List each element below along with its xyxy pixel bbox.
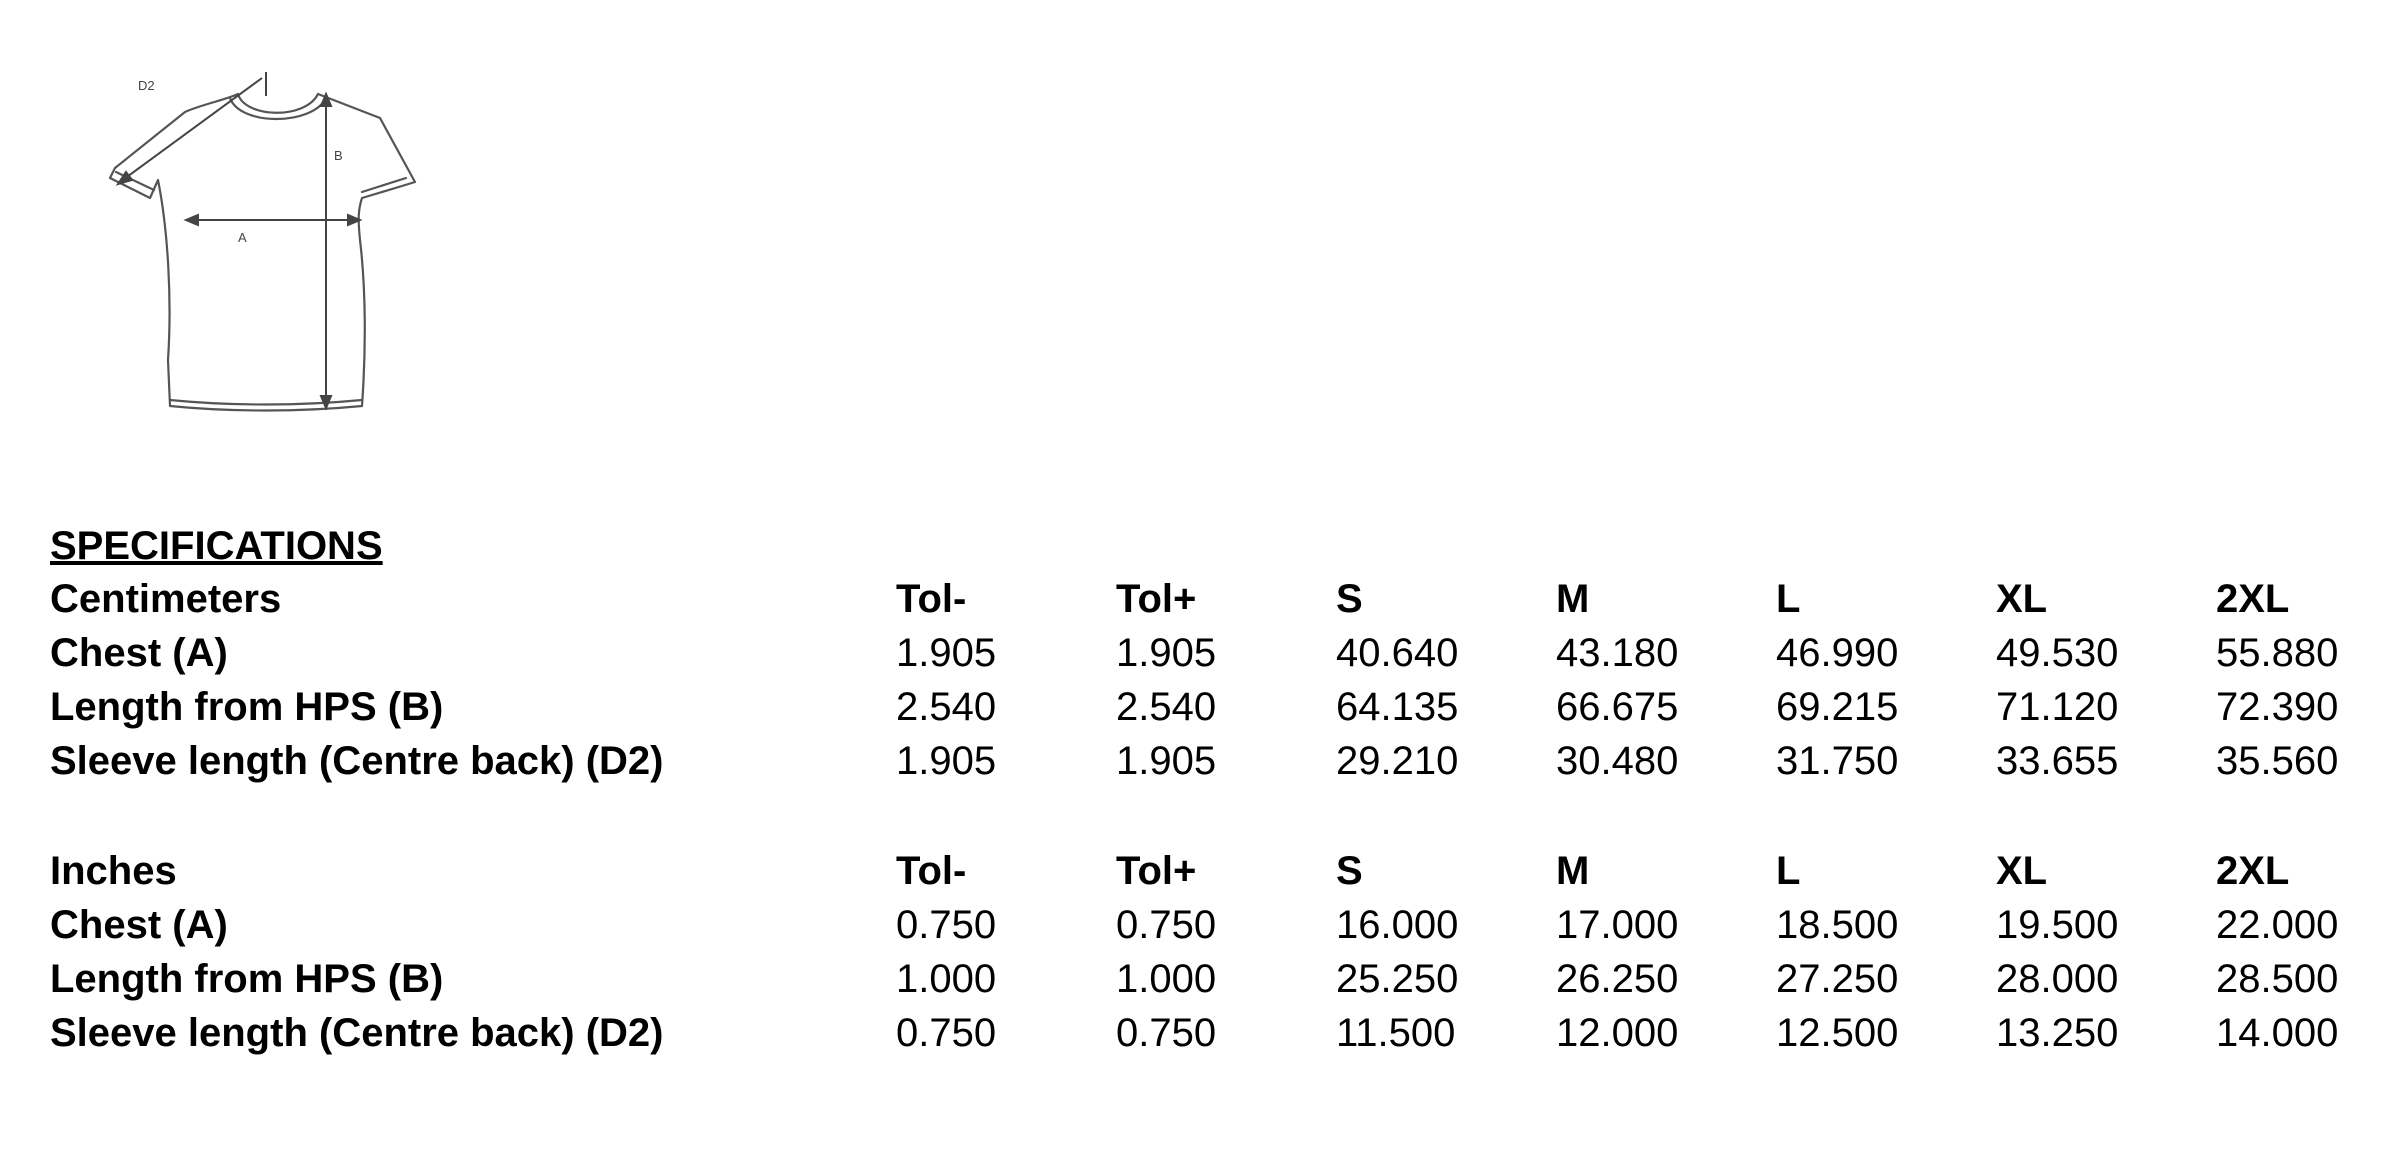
- cell: 1.000: [896, 957, 997, 1001]
- specifications-title: SPECIFICATIONS: [50, 524, 383, 568]
- row-label: Chest (A): [50, 631, 228, 675]
- section-heading: Inches: [50, 849, 177, 893]
- label-d2: D2: [138, 78, 155, 93]
- cell: 43.180: [1556, 631, 1679, 675]
- cell: 29.210: [1336, 739, 1459, 783]
- cell: 0.750: [896, 1011, 997, 1055]
- row-label: Length from HPS (B): [50, 957, 444, 1001]
- cell: 35.560: [2216, 739, 2339, 783]
- cell: 49.530: [1996, 631, 2119, 675]
- cell: 14.000: [2216, 1011, 2339, 1055]
- cell: 12.000: [1556, 1011, 1679, 1055]
- cell: 71.120: [1996, 685, 2119, 729]
- cell: 0.750: [1116, 1011, 1217, 1055]
- cell: 1.905: [1116, 631, 1217, 675]
- cell: 0.750: [896, 903, 997, 947]
- cell: 46.990: [1776, 631, 1899, 675]
- cell: 27.250: [1776, 957, 1899, 1001]
- cell: 28.500: [2216, 957, 2339, 1001]
- row-label: Sleeve length (Centre back) (D2): [50, 1011, 664, 1055]
- column-header: M: [1556, 849, 1590, 893]
- section-header-centimeters: [50, 572, 2380, 626]
- table-row: [50, 898, 2380, 952]
- cell: 22.000: [2216, 903, 2339, 947]
- row-label: Sleeve length (Centre back) (D2): [50, 739, 664, 783]
- column-header: Tol+: [1116, 577, 1197, 621]
- cell: 28.000: [1996, 957, 2119, 1001]
- column-header: S: [1336, 577, 1363, 621]
- specifications-table: [50, 520, 2380, 1060]
- cell: 55.880: [2216, 631, 2339, 675]
- column-header: 2XL: [2216, 577, 2290, 621]
- cell: 11.500: [1336, 1011, 1456, 1055]
- cell: 1.905: [896, 631, 997, 675]
- column-header: XL: [1996, 849, 2048, 893]
- column-header: S: [1336, 849, 1363, 893]
- row-label: Length from HPS (B): [50, 685, 444, 729]
- column-header: L: [1776, 577, 1801, 621]
- cell: 2.540: [1116, 685, 1217, 729]
- cell: 64.135: [1336, 685, 1459, 729]
- column-header: Tol-: [896, 577, 967, 621]
- table-row: [50, 734, 2380, 788]
- cell: 72.390: [2216, 685, 2339, 729]
- cell: 31.750: [1776, 739, 1899, 783]
- cell: 33.655: [1996, 739, 2119, 783]
- table-row: [50, 680, 2380, 734]
- label-b: B: [334, 148, 343, 163]
- tshirt-diagram: [90, 60, 450, 430]
- cell: 1.000: [1116, 957, 1217, 1001]
- cell: 25.250: [1336, 957, 1459, 1001]
- cell: 16.000: [1336, 903, 1459, 947]
- cell: 69.215: [1776, 685, 1899, 729]
- column-header: 2XL: [2216, 849, 2290, 893]
- table-row: [50, 1006, 2380, 1060]
- cell: 66.675: [1556, 685, 1679, 729]
- column-header: Tol+: [1116, 849, 1197, 893]
- cell: 26.250: [1556, 957, 1679, 1001]
- cell: 40.640: [1336, 631, 1459, 675]
- column-header: Tol-: [896, 849, 967, 893]
- column-header: M: [1556, 577, 1590, 621]
- cell: 30.480: [1556, 739, 1679, 783]
- column-header: L: [1776, 849, 1801, 893]
- section-gap: [50, 788, 2380, 844]
- cell: 18.500: [1776, 903, 1899, 947]
- label-a: A: [238, 230, 247, 245]
- cell: 0.750: [1116, 903, 1217, 947]
- row-label: Chest (A): [50, 903, 228, 947]
- section-header-inches: [50, 844, 2380, 898]
- cell: 1.905: [1116, 739, 1217, 783]
- section-heading: Centimeters: [50, 577, 282, 621]
- cell: 1.905: [896, 739, 997, 783]
- cell: 17.000: [1556, 903, 1679, 947]
- cell: 2.540: [896, 685, 997, 729]
- column-header: XL: [1996, 577, 2048, 621]
- table-row: [50, 952, 2380, 1006]
- cell: 19.500: [1996, 903, 2119, 947]
- table-row: [50, 626, 2380, 680]
- cell: 13.250: [1996, 1011, 2119, 1055]
- cell: 12.500: [1776, 1011, 1899, 1055]
